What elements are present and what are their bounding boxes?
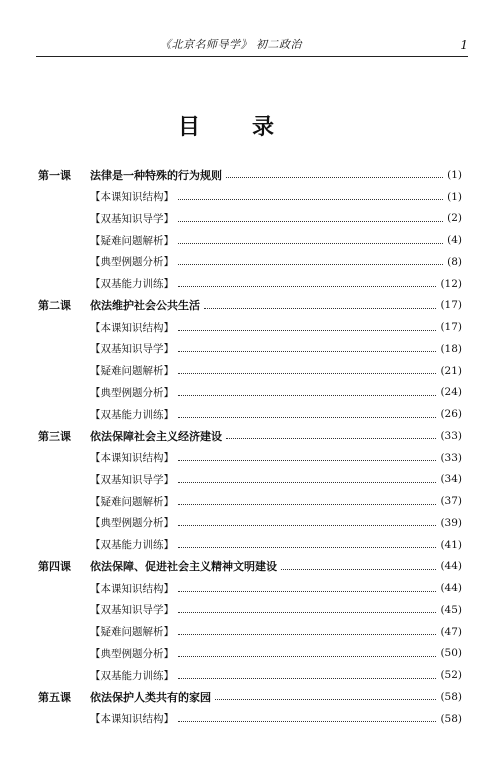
section-label: 【本课知识结构】 bbox=[90, 191, 174, 204]
lesson-page: (17) bbox=[440, 299, 462, 312]
book-title: 《北京名师导学》 初二政治 bbox=[160, 38, 302, 51]
toc-section-entry[interactable] bbox=[38, 251, 462, 273]
toc-section-entry[interactable] bbox=[38, 490, 462, 512]
toc-section-entry[interactable] bbox=[38, 664, 462, 686]
toc-lesson-entry[interactable] bbox=[38, 295, 462, 317]
lesson-title: 依法维护社会公共生活 bbox=[90, 299, 200, 313]
dot-leader bbox=[178, 373, 436, 374]
lesson-page: (44) bbox=[440, 560, 462, 573]
section-label: 【双基能力训练】 bbox=[90, 408, 174, 421]
toc-section-entry[interactable] bbox=[38, 403, 462, 425]
section-label: 【双基能力训练】 bbox=[90, 278, 174, 291]
section-page: (34) bbox=[440, 473, 462, 486]
dot-leader bbox=[226, 177, 443, 178]
dot-leader bbox=[178, 221, 443, 222]
dot-leader bbox=[178, 504, 436, 505]
toc-section-entry[interactable] bbox=[38, 643, 462, 665]
dot-leader bbox=[178, 286, 436, 287]
dot-leader bbox=[178, 460, 436, 461]
dot-leader bbox=[178, 656, 436, 657]
section-page: (2) bbox=[447, 212, 462, 225]
section-page: (52) bbox=[440, 669, 462, 682]
lesson-number: 第二课 bbox=[38, 299, 71, 313]
dot-leader bbox=[281, 569, 436, 570]
section-page: (4) bbox=[447, 234, 462, 247]
section-label: 【疑难问题解析】 bbox=[90, 495, 174, 508]
lesson-number: 第一课 bbox=[38, 168, 71, 182]
section-label: 【双基知识导学】 bbox=[90, 473, 174, 486]
dot-leader bbox=[215, 699, 436, 700]
section-label: 【双基知识导学】 bbox=[90, 604, 174, 617]
section-page: (26) bbox=[440, 408, 462, 421]
lesson-page: (33) bbox=[440, 429, 462, 442]
section-label: 【本课知识结构】 bbox=[90, 452, 174, 465]
section-label: 【双基知识导学】 bbox=[90, 343, 174, 356]
section-label: 【双基能力训练】 bbox=[90, 539, 174, 552]
toc-section-entry[interactable] bbox=[38, 208, 462, 230]
dot-leader bbox=[178, 351, 436, 352]
toc-lesson-entry[interactable] bbox=[38, 164, 462, 186]
toc-section-entry[interactable] bbox=[38, 512, 462, 534]
section-label: 【双基能力训练】 bbox=[90, 669, 174, 682]
lesson-title: 依法保护人类共有的家园 bbox=[90, 690, 211, 704]
dot-leader bbox=[178, 243, 443, 244]
dot-leader bbox=[178, 482, 436, 483]
section-label: 【双基知识导学】 bbox=[90, 212, 174, 225]
lesson-page: (58) bbox=[440, 690, 462, 703]
dot-leader bbox=[178, 547, 436, 548]
section-page: (8) bbox=[447, 255, 462, 268]
section-label: 【典型例题分析】 bbox=[90, 256, 174, 269]
toc-section-entry[interactable] bbox=[38, 229, 462, 251]
toc-section-entry[interactable] bbox=[38, 316, 462, 338]
section-label: 【本课知识结构】 bbox=[90, 582, 174, 595]
section-label: 【本课知识结构】 bbox=[90, 713, 174, 726]
dot-leader bbox=[178, 612, 436, 613]
section-page: (24) bbox=[440, 386, 462, 399]
dot-leader bbox=[226, 438, 436, 439]
toc-section-entry[interactable] bbox=[38, 621, 462, 643]
lesson-number: 第三课 bbox=[38, 429, 71, 443]
toc-section-entry[interactable] bbox=[38, 599, 462, 621]
running-header bbox=[36, 36, 468, 57]
page-number: 1 bbox=[460, 38, 468, 52]
section-page: (39) bbox=[440, 516, 462, 529]
dot-leader bbox=[178, 591, 436, 592]
section-page: (44) bbox=[440, 582, 462, 595]
section-page: (37) bbox=[440, 495, 462, 508]
lesson-title: 依法保障社会主义经济建设 bbox=[90, 429, 222, 443]
section-label: 【疑难问题解析】 bbox=[90, 365, 174, 378]
section-page: (18) bbox=[440, 342, 462, 355]
section-label: 【疑难问题解析】 bbox=[90, 234, 174, 247]
table-of-contents bbox=[38, 164, 462, 730]
section-page: (58) bbox=[440, 712, 462, 725]
section-page: (12) bbox=[440, 277, 462, 290]
section-page: (21) bbox=[440, 364, 462, 377]
lesson-page: (1) bbox=[447, 168, 462, 181]
toc-section-entry[interactable] bbox=[38, 382, 462, 404]
section-page: (45) bbox=[440, 603, 462, 616]
toc-section-entry[interactable] bbox=[38, 360, 462, 382]
toc-section-entry[interactable] bbox=[38, 186, 462, 208]
dot-leader bbox=[178, 264, 443, 265]
dot-leader bbox=[178, 330, 436, 331]
lesson-title: 依法保障、促进社会主义精神文明建设 bbox=[90, 560, 277, 574]
toc-section-entry[interactable] bbox=[38, 338, 462, 360]
dot-leader bbox=[178, 395, 436, 396]
toc-lesson-entry[interactable] bbox=[38, 556, 462, 578]
toc-lesson-entry[interactable] bbox=[38, 686, 462, 708]
section-page: (50) bbox=[440, 647, 462, 660]
toc-section-entry[interactable] bbox=[38, 273, 462, 295]
toc-section-entry[interactable] bbox=[38, 447, 462, 469]
section-page: (17) bbox=[440, 321, 462, 334]
dot-leader bbox=[178, 721, 436, 722]
toc-section-entry[interactable] bbox=[38, 534, 462, 556]
section-page: (41) bbox=[440, 538, 462, 551]
section-label: 【典型例题分析】 bbox=[90, 647, 174, 660]
dot-leader bbox=[178, 199, 443, 200]
toc-title: 目录 bbox=[177, 115, 326, 140]
section-label: 【典型例题分析】 bbox=[90, 386, 174, 399]
dot-leader bbox=[178, 634, 436, 635]
toc-lesson-entry[interactable] bbox=[38, 425, 462, 447]
section-label: 【疑难问题解析】 bbox=[90, 626, 174, 639]
toc-section-entry[interactable] bbox=[38, 469, 462, 491]
dot-leader bbox=[178, 417, 436, 418]
toc-section-entry[interactable] bbox=[38, 708, 462, 730]
section-page: (47) bbox=[440, 625, 462, 638]
section-label: 【本课知识结构】 bbox=[90, 321, 174, 334]
section-label: 【典型例题分析】 bbox=[90, 517, 174, 530]
lesson-number: 第四课 bbox=[38, 560, 71, 574]
lesson-number: 第五课 bbox=[38, 690, 71, 704]
section-page: (33) bbox=[440, 451, 462, 464]
lesson-title: 法律是一种特殊的行为规则 bbox=[90, 168, 222, 182]
toc-section-entry[interactable] bbox=[38, 577, 462, 599]
dot-leader bbox=[178, 525, 436, 526]
dot-leader bbox=[178, 678, 436, 679]
section-page: (1) bbox=[447, 190, 462, 203]
dot-leader bbox=[204, 308, 436, 309]
